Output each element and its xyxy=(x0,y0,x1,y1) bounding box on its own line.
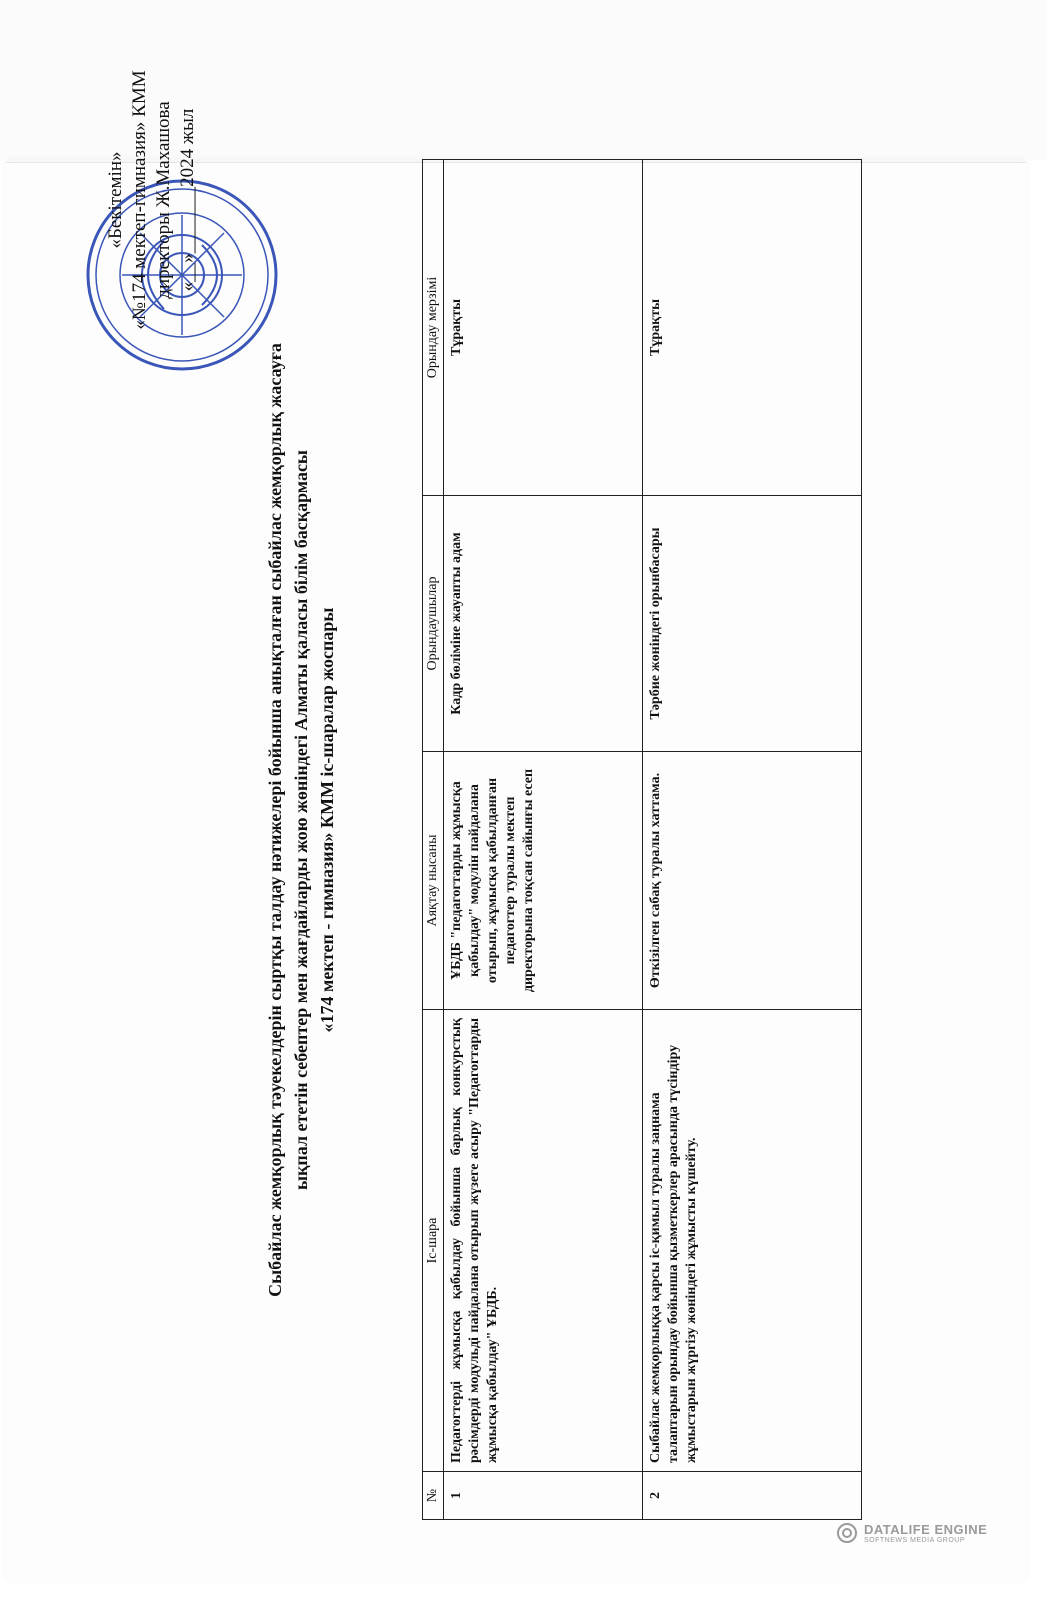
approval-date: «__»_______2024 жыл xyxy=(177,108,198,292)
watermark xyxy=(836,1522,987,1544)
table-header-row xyxy=(423,160,444,1520)
row-number: 1 xyxy=(444,1472,643,1520)
approval-approve: «Бекітемін» xyxy=(105,151,126,249)
header-executors: Орындаушылар xyxy=(423,496,444,752)
header-completion: Аяқтау нысаны xyxy=(423,752,444,1010)
row-deadline: Тұрақты xyxy=(444,160,643,496)
document-title xyxy=(262,80,340,1560)
approval-block xyxy=(104,40,200,360)
table-row xyxy=(643,160,862,1520)
row-activity: Сыбайлас жемқорлыққа қарсы іс-қимыл туралы заңнама талаптарын орындау бойынша қызметкерлер арасында түсіндіру жұмыстарын жүргізу жөніндегі жұмысты күшейту. xyxy=(643,1010,862,1472)
header-activity: Іс-шара xyxy=(423,1010,444,1472)
header-deadline: Орындау мерзімі xyxy=(423,160,444,496)
title-line-3: «174 мектеп - гимназия» КММ іс-шаралар жоспары xyxy=(317,607,337,1033)
table-row xyxy=(444,160,643,1520)
approval-director: директоры Ж.Махашова xyxy=(153,101,174,299)
header-number: № xyxy=(423,1472,444,1520)
row-completion: Өткізілген сабақ туралы хаттама. xyxy=(643,752,862,1010)
row-number: 2 xyxy=(643,1472,862,1520)
title-line-1: Сыбайлас жемқорлық тәуекелдерін сыртқы талдау нәтижелері бойынша анықталған сыбайлас жемқорлық жасауға xyxy=(265,343,285,1297)
row-activity: Педагогтерді жұмысқа қабылдау бойынша барлық конкурстық рәсімдерді модульді пайдалана отырып жүзеге асыру "Педагогтарды жұмысқа қабылдау" ҰБДБ. xyxy=(444,1010,643,1472)
title-line-2: ықпал ететін себептер мен жағдайларды жою жөніндегі Алматы қаласы білім басқармасы xyxy=(291,450,311,1191)
row-deadline: Тұрақты xyxy=(643,160,862,496)
watermark-sub: SOFTNEWS MEDIA GROUP xyxy=(864,1537,966,1544)
row-executors: Кадр бөліміне жауапты адам xyxy=(444,496,643,752)
watermark-brand: DATALIFE ENGINE xyxy=(864,1522,988,1537)
plan-table xyxy=(422,159,862,1520)
row-completion: ҰБДБ "педагогтарды жұмысқа қабылдау" модулін пайдалана отырып, жұмысқа қабылданған педагогтер туралы мектеп директорына тоқсан сайынғы есеп xyxy=(444,752,643,1010)
row-executors: Тәрбие жөніндегі орынбасары xyxy=(643,496,862,752)
datalife-logo-icon xyxy=(836,1522,858,1544)
approval-org: «№174 мектеп-гимназия» КММ xyxy=(129,70,150,330)
